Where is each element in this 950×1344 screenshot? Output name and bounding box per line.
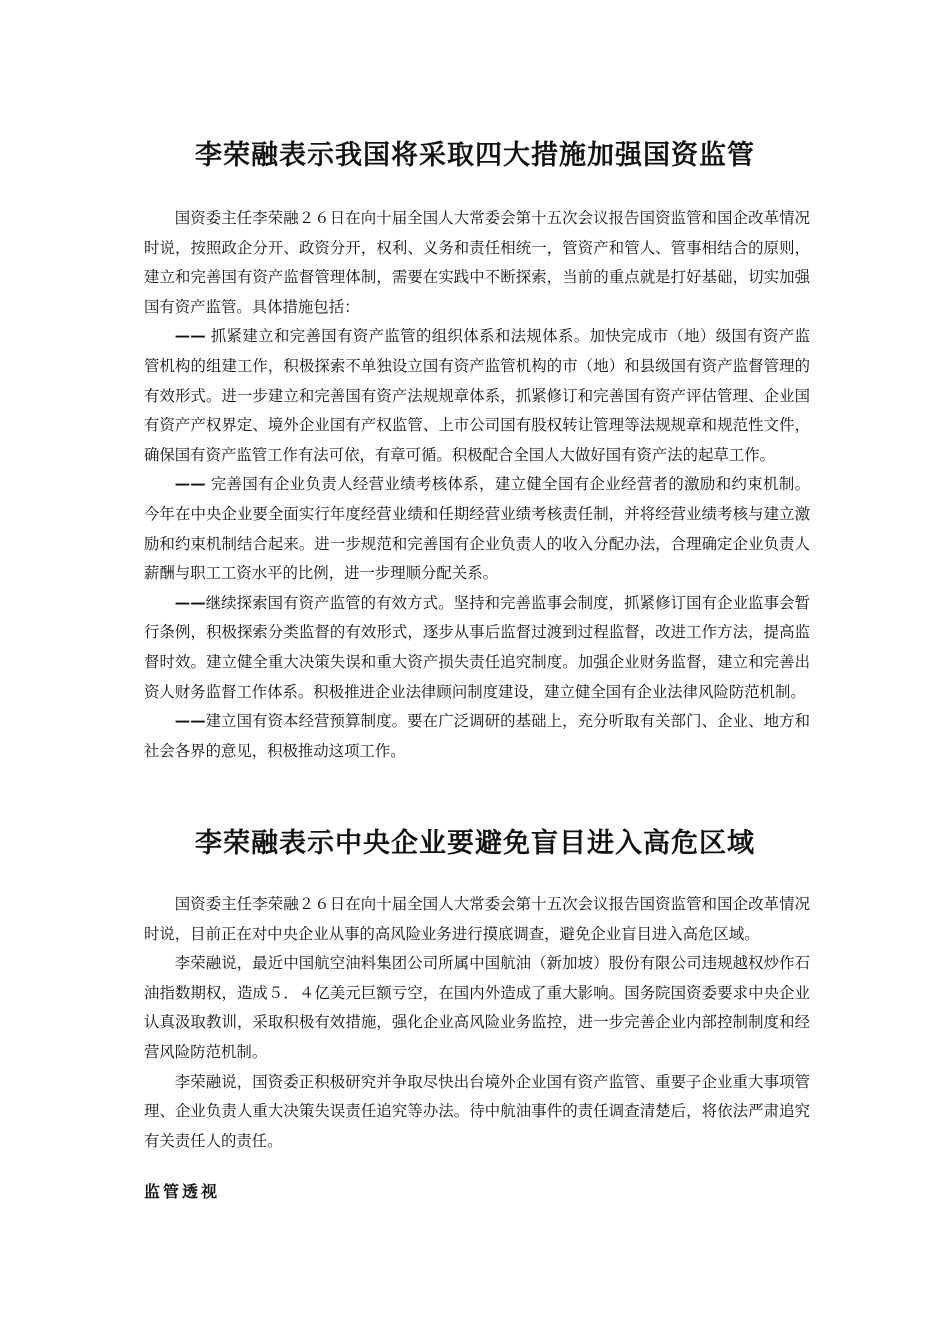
measure-text: 完善国有企业负责人经营业绩考核体系，建立健全国有企业经营者的激励和约束机制。今年在中央企业要全面实行年度经营业绩和任期经营业绩考核责任制，并将经营业绩考核与建立激励和约束机制结合起来。进一步规范和完善国有企业负责人的收入分配办法，合理确定企业负责人薪酬与职工工资水平的比例，进一步理顺分配关系。 bbox=[144, 475, 810, 583]
article2-paragraph: 国资委主任李荣融２６日在向十届全国人大常委会第十五次会议报告国资监管和国企改革情况时说，目前正在对中央企业从事的高风险业务进行摸底调查，避免企业盲目进入高危区域。 bbox=[144, 895, 810, 943]
measure-1 bbox=[144, 322, 810, 470]
article2-title: 李荣融表示中央企业要避免盲目进入高危区域 bbox=[195, 828, 755, 859]
measure-text: 抓紧建立和完善国有资产监管的组织体系和法规体系。加快完成市（地）级国有资产监管机构的组建工作，积极探索不单独设立国有资产监管机构的市（地）和县级国有资产监督管理的有效形式。进一步建立和完善国有资产法规规章体系，抓紧修订和完善国有资产评估管理、企业国有资产产权界定、境外企业国有产权监管、上市公司国有股权转让管理等法规规章和规范性文件，确保国有资产监管工作有法可依，有章可循。积极配合全国人大做好国有资产法的起草工作。 bbox=[144, 327, 810, 464]
em-dash: —— bbox=[174, 327, 206, 346]
article1-intro: 国资委主任李荣融２６日在向十届全国人大常委会第十五次会议报告国资监管和国企改革情况时说，按照政企分开、政资分开，权利、义务和责任相统一，管资产和管人、管事相结合的原则，建立和完善国有资产监督管理体制，需要在实践中不断探索，当前的重点就是打好基础，切实加强国有资产监管。具体措施包括： bbox=[144, 209, 810, 316]
em-dash: —— bbox=[174, 475, 206, 494]
em-dash: —— bbox=[174, 593, 206, 612]
article1-title: 李荣融表示我国将采取四大措施加强国资监管 bbox=[195, 140, 755, 171]
measure-4 bbox=[144, 707, 810, 766]
measure-text: 继续探索国有资产监管的有效方式。坚持和完善监事会制度，抓紧修订国有企业监事会暂行条例，积极探索分类监督的有效形式，逐步从事后监督过渡到过程监督，改进工作方法，提高监督时效。建立健全重大决策失误和重大资产损失责任追究制度。加强企业财务监督，建立和完善出资人财务监督工作体系。积极推进企业法律顾问制度建设，建立健全国有企业法律风险防范机制。 bbox=[144, 593, 810, 701]
article2-paragraph: 李荣融说，国资委正积极研究并争取尽快出台境外企业国有资产监管、重要子企业重大事项管理、企业负责人重大决策失误责任追究等办法。待中航油事件的责任调查清楚后，将依法严肃追究有关责任人的责任。 bbox=[144, 1072, 810, 1150]
measure-3 bbox=[144, 589, 810, 707]
article1-body bbox=[144, 204, 810, 766]
article2-paragraph: 李荣融说，最近中国航空油料集团公司所属中国航油（新加坡）股份有限公司违规越权炒作石油指数期权，造成５．４亿美元巨额亏空，在国内外造成了重大影响。国务院国资委要求中央企业认真汲取教训，采取积极有效措施，强化企业高风险业务监控，进一步完善企业内部控制制度和经营风险防范机制。 bbox=[144, 954, 810, 1061]
em-dash: —— bbox=[174, 712, 206, 731]
article2-body bbox=[144, 890, 810, 1156]
measure-text: 建立国有资本经营预算制度。要在广泛调研的基础上，充分听取有关部门、企业、地方和社会各界的意见，积极推动这项工作。 bbox=[144, 712, 810, 760]
measure-2 bbox=[144, 470, 810, 588]
section-label: 监管透视 bbox=[144, 1182, 221, 1201]
